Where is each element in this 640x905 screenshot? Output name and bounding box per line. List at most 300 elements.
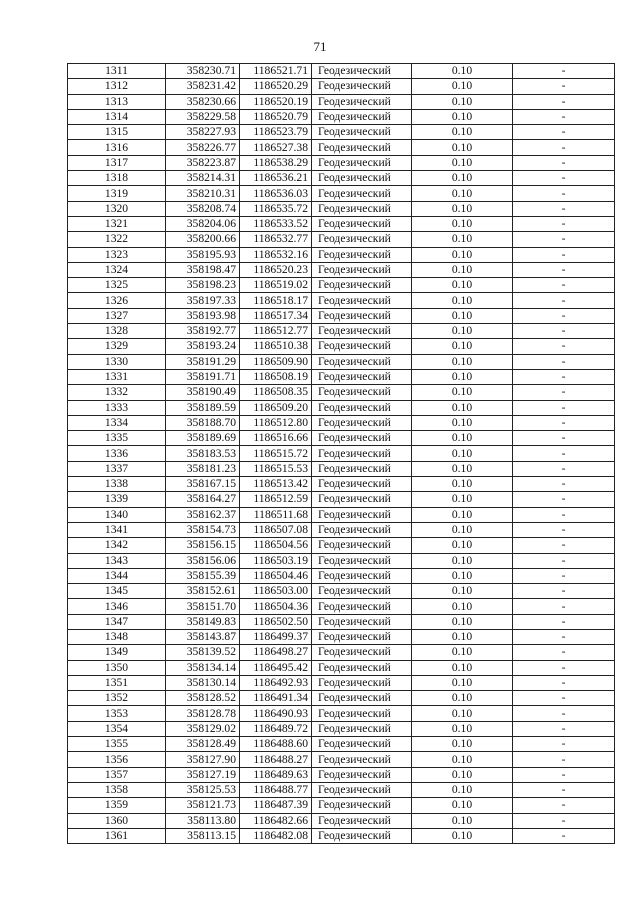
table-row bbox=[68, 660, 615, 675]
x-coordinate-cell: 358188.70 bbox=[166, 415, 240, 430]
x-coordinate-cell: 358214.31 bbox=[166, 171, 240, 186]
note-cell: - bbox=[513, 232, 615, 247]
note-cell: - bbox=[513, 400, 615, 415]
point-number-cell: 1337 bbox=[68, 461, 166, 476]
note-cell: - bbox=[513, 767, 615, 782]
x-coordinate-cell: 358192.77 bbox=[166, 324, 240, 339]
note-cell: - bbox=[513, 522, 615, 537]
note-cell: - bbox=[513, 584, 615, 599]
method-cell: Геодезический bbox=[312, 461, 412, 476]
y-coordinate-cell: 1186512.59 bbox=[240, 492, 312, 507]
method-cell: Геодезический bbox=[312, 660, 412, 675]
y-coordinate-cell: 1186536.03 bbox=[240, 186, 312, 201]
x-coordinate-cell: 358156.06 bbox=[166, 553, 240, 568]
accuracy-cell: 0.10 bbox=[412, 125, 513, 140]
point-number-cell: 1358 bbox=[68, 782, 166, 797]
method-cell: Геодезический bbox=[312, 645, 412, 660]
note-cell: - bbox=[513, 828, 615, 843]
accuracy-cell: 0.10 bbox=[412, 415, 513, 430]
y-coordinate-cell: 1186538.29 bbox=[240, 155, 312, 170]
point-number-cell: 1316 bbox=[68, 140, 166, 155]
method-cell: Геодезический bbox=[312, 262, 412, 277]
table-row bbox=[68, 599, 615, 614]
table-row bbox=[68, 721, 615, 736]
accuracy-cell: 0.10 bbox=[412, 446, 513, 461]
table-row bbox=[68, 400, 615, 415]
note-cell: - bbox=[513, 568, 615, 583]
point-number-cell: 1320 bbox=[68, 201, 166, 216]
accuracy-cell: 0.10 bbox=[412, 109, 513, 124]
accuracy-cell: 0.10 bbox=[412, 629, 513, 644]
method-cell: Геодезический bbox=[312, 675, 412, 690]
accuracy-cell: 0.10 bbox=[412, 262, 513, 277]
accuracy-cell: 0.10 bbox=[412, 232, 513, 247]
method-cell: Геодезический bbox=[312, 247, 412, 262]
point-number-cell: 1354 bbox=[68, 721, 166, 736]
accuracy-cell: 0.10 bbox=[412, 186, 513, 201]
x-coordinate-cell: 358151.70 bbox=[166, 599, 240, 614]
y-coordinate-cell: 1186512.77 bbox=[240, 324, 312, 339]
x-coordinate-cell: 358198.23 bbox=[166, 278, 240, 293]
x-coordinate-cell: 358189.69 bbox=[166, 431, 240, 446]
point-number-cell: 1355 bbox=[68, 737, 166, 752]
point-number-cell: 1331 bbox=[68, 369, 166, 384]
x-coordinate-cell: 358198.47 bbox=[166, 262, 240, 277]
point-number-cell: 1357 bbox=[68, 767, 166, 782]
point-number-cell: 1340 bbox=[68, 507, 166, 522]
table-row bbox=[68, 629, 615, 644]
point-number-cell: 1311 bbox=[68, 64, 166, 79]
method-cell: Геодезический bbox=[312, 216, 412, 231]
table-row bbox=[68, 155, 615, 170]
note-cell: - bbox=[513, 706, 615, 721]
y-coordinate-cell: 1186489.63 bbox=[240, 767, 312, 782]
point-number-cell: 1330 bbox=[68, 354, 166, 369]
method-cell: Геодезический bbox=[312, 64, 412, 79]
x-coordinate-cell: 358189.59 bbox=[166, 400, 240, 415]
point-number-cell: 1324 bbox=[68, 262, 166, 277]
table-row bbox=[68, 278, 615, 293]
y-coordinate-cell: 1186503.19 bbox=[240, 553, 312, 568]
x-coordinate-cell: 358164.27 bbox=[166, 492, 240, 507]
coordinates-table-body bbox=[68, 64, 615, 844]
x-coordinate-cell: 358191.71 bbox=[166, 369, 240, 384]
x-coordinate-cell: 358226.77 bbox=[166, 140, 240, 155]
point-number-cell: 1352 bbox=[68, 691, 166, 706]
method-cell: Геодезический bbox=[312, 339, 412, 354]
y-coordinate-cell: 1186511.68 bbox=[240, 507, 312, 522]
accuracy-cell: 0.10 bbox=[412, 752, 513, 767]
accuracy-cell: 0.10 bbox=[412, 660, 513, 675]
note-cell: - bbox=[513, 278, 615, 293]
accuracy-cell: 0.10 bbox=[412, 155, 513, 170]
x-coordinate-cell: 358130.14 bbox=[166, 675, 240, 690]
x-coordinate-cell: 358113.15 bbox=[166, 828, 240, 843]
y-coordinate-cell: 1186520.23 bbox=[240, 262, 312, 277]
table-row bbox=[68, 354, 615, 369]
table-row bbox=[68, 507, 615, 522]
y-coordinate-cell: 1186521.71 bbox=[240, 64, 312, 79]
table-row bbox=[68, 568, 615, 583]
point-number-cell: 1321 bbox=[68, 216, 166, 231]
method-cell: Геодезический bbox=[312, 538, 412, 553]
y-coordinate-cell: 1186535.72 bbox=[240, 201, 312, 216]
note-cell: - bbox=[513, 813, 615, 828]
y-coordinate-cell: 1186495.42 bbox=[240, 660, 312, 675]
table-row bbox=[68, 415, 615, 430]
method-cell: Геодезический bbox=[312, 584, 412, 599]
y-coordinate-cell: 1186489.72 bbox=[240, 721, 312, 736]
table-row bbox=[68, 64, 615, 79]
y-coordinate-cell: 1186513.42 bbox=[240, 477, 312, 492]
x-coordinate-cell: 358183.53 bbox=[166, 446, 240, 461]
table-row bbox=[68, 140, 615, 155]
y-coordinate-cell: 1186503.00 bbox=[240, 584, 312, 599]
method-cell: Геодезический bbox=[312, 798, 412, 813]
note-cell: - bbox=[513, 752, 615, 767]
table-row bbox=[68, 538, 615, 553]
note-cell: - bbox=[513, 339, 615, 354]
method-cell: Геодезический bbox=[312, 308, 412, 323]
accuracy-cell: 0.10 bbox=[412, 828, 513, 843]
x-coordinate-cell: 358181.23 bbox=[166, 461, 240, 476]
method-cell: Геодезический bbox=[312, 614, 412, 629]
point-number-cell: 1356 bbox=[68, 752, 166, 767]
table-row bbox=[68, 201, 615, 216]
table-row bbox=[68, 813, 615, 828]
method-cell: Геодезический bbox=[312, 507, 412, 522]
accuracy-cell: 0.10 bbox=[412, 293, 513, 308]
note-cell: - bbox=[513, 431, 615, 446]
point-number-cell: 1312 bbox=[68, 79, 166, 94]
point-number-cell: 1314 bbox=[68, 109, 166, 124]
table-row bbox=[68, 477, 615, 492]
table-row bbox=[68, 94, 615, 109]
method-cell: Геодезический bbox=[312, 737, 412, 752]
y-coordinate-cell: 1186527.38 bbox=[240, 140, 312, 155]
x-coordinate-cell: 358162.37 bbox=[166, 507, 240, 522]
y-coordinate-cell: 1186532.16 bbox=[240, 247, 312, 262]
accuracy-cell: 0.10 bbox=[412, 599, 513, 614]
x-coordinate-cell: 358191.29 bbox=[166, 354, 240, 369]
note-cell: - bbox=[513, 660, 615, 675]
x-coordinate-cell: 358129.02 bbox=[166, 721, 240, 736]
x-coordinate-cell: 358210.31 bbox=[166, 186, 240, 201]
method-cell: Геодезический bbox=[312, 477, 412, 492]
table-row bbox=[68, 385, 615, 400]
table-row bbox=[68, 584, 615, 599]
point-number-cell: 1336 bbox=[68, 446, 166, 461]
method-cell: Геодезический bbox=[312, 232, 412, 247]
table-row bbox=[68, 767, 615, 782]
method-cell: Геодезический bbox=[312, 721, 412, 736]
point-number-cell: 1348 bbox=[68, 629, 166, 644]
table-row bbox=[68, 461, 615, 476]
table-row bbox=[68, 431, 615, 446]
note-cell: - bbox=[513, 782, 615, 797]
point-number-cell: 1353 bbox=[68, 706, 166, 721]
accuracy-cell: 0.10 bbox=[412, 216, 513, 231]
x-coordinate-cell: 358154.73 bbox=[166, 522, 240, 537]
y-coordinate-cell: 1186504.36 bbox=[240, 599, 312, 614]
point-number-cell: 1349 bbox=[68, 645, 166, 660]
table-row bbox=[68, 706, 615, 721]
x-coordinate-cell: 358128.49 bbox=[166, 737, 240, 752]
point-number-cell: 1335 bbox=[68, 431, 166, 446]
y-coordinate-cell: 1186508.19 bbox=[240, 369, 312, 384]
table-row bbox=[68, 645, 615, 660]
point-number-cell: 1315 bbox=[68, 125, 166, 140]
accuracy-cell: 0.10 bbox=[412, 369, 513, 384]
point-number-cell: 1326 bbox=[68, 293, 166, 308]
method-cell: Геодезический bbox=[312, 385, 412, 400]
accuracy-cell: 0.10 bbox=[412, 798, 513, 813]
note-cell: - bbox=[513, 721, 615, 736]
y-coordinate-cell: 1186488.77 bbox=[240, 782, 312, 797]
note-cell: - bbox=[513, 216, 615, 231]
note-cell: - bbox=[513, 599, 615, 614]
x-coordinate-cell: 358155.39 bbox=[166, 568, 240, 583]
y-coordinate-cell: 1186520.79 bbox=[240, 109, 312, 124]
note-cell: - bbox=[513, 538, 615, 553]
note-cell: - bbox=[513, 492, 615, 507]
y-coordinate-cell: 1186536.21 bbox=[240, 171, 312, 186]
table-row bbox=[68, 798, 615, 813]
note-cell: - bbox=[513, 186, 615, 201]
table-row bbox=[68, 232, 615, 247]
accuracy-cell: 0.10 bbox=[412, 584, 513, 599]
method-cell: Геодезический bbox=[312, 568, 412, 583]
point-number-cell: 1338 bbox=[68, 477, 166, 492]
method-cell: Геодезический bbox=[312, 278, 412, 293]
method-cell: Геодезический bbox=[312, 324, 412, 339]
table-row bbox=[68, 339, 615, 354]
method-cell: Геодезический bbox=[312, 369, 412, 384]
accuracy-cell: 0.10 bbox=[412, 140, 513, 155]
accuracy-cell: 0.10 bbox=[412, 324, 513, 339]
y-coordinate-cell: 1186488.60 bbox=[240, 737, 312, 752]
table-row bbox=[68, 171, 615, 186]
y-coordinate-cell: 1186520.19 bbox=[240, 94, 312, 109]
point-number-cell: 1360 bbox=[68, 813, 166, 828]
method-cell: Геодезический bbox=[312, 201, 412, 216]
note-cell: - bbox=[513, 324, 615, 339]
x-coordinate-cell: 358121.73 bbox=[166, 798, 240, 813]
note-cell: - bbox=[513, 155, 615, 170]
method-cell: Геодезический bbox=[312, 79, 412, 94]
method-cell: Геодезический bbox=[312, 492, 412, 507]
method-cell: Геодезический bbox=[312, 767, 412, 782]
x-coordinate-cell: 358143.87 bbox=[166, 629, 240, 644]
note-cell: - bbox=[513, 171, 615, 186]
method-cell: Геодезический bbox=[312, 813, 412, 828]
x-coordinate-cell: 358197.33 bbox=[166, 293, 240, 308]
table-row bbox=[68, 125, 615, 140]
note-cell: - bbox=[513, 140, 615, 155]
x-coordinate-cell: 358127.90 bbox=[166, 752, 240, 767]
note-cell: - bbox=[513, 798, 615, 813]
x-coordinate-cell: 358208.74 bbox=[166, 201, 240, 216]
accuracy-cell: 0.10 bbox=[412, 675, 513, 690]
point-number-cell: 1345 bbox=[68, 584, 166, 599]
table-row bbox=[68, 782, 615, 797]
point-number-cell: 1344 bbox=[68, 568, 166, 583]
point-number-cell: 1329 bbox=[68, 339, 166, 354]
note-cell: - bbox=[513, 614, 615, 629]
note-cell: - bbox=[513, 675, 615, 690]
x-coordinate-cell: 358190.49 bbox=[166, 385, 240, 400]
table-row bbox=[68, 522, 615, 537]
table-row bbox=[68, 737, 615, 752]
table-row bbox=[68, 675, 615, 690]
accuracy-cell: 0.10 bbox=[412, 477, 513, 492]
accuracy-cell: 0.10 bbox=[412, 492, 513, 507]
y-coordinate-cell: 1186519.02 bbox=[240, 278, 312, 293]
x-coordinate-cell: 358125.53 bbox=[166, 782, 240, 797]
coordinates-table bbox=[67, 63, 615, 844]
y-coordinate-cell: 1186509.90 bbox=[240, 354, 312, 369]
x-coordinate-cell: 358229.58 bbox=[166, 109, 240, 124]
point-number-cell: 1318 bbox=[68, 171, 166, 186]
table-row bbox=[68, 262, 615, 277]
accuracy-cell: 0.10 bbox=[412, 782, 513, 797]
accuracy-cell: 0.10 bbox=[412, 507, 513, 522]
method-cell: Геодезический bbox=[312, 171, 412, 186]
note-cell: - bbox=[513, 477, 615, 492]
table-row bbox=[68, 247, 615, 262]
accuracy-cell: 0.10 bbox=[412, 171, 513, 186]
point-number-cell: 1332 bbox=[68, 385, 166, 400]
note-cell: - bbox=[513, 385, 615, 400]
method-cell: Геодезический bbox=[312, 782, 412, 797]
note-cell: - bbox=[513, 446, 615, 461]
accuracy-cell: 0.10 bbox=[412, 308, 513, 323]
accuracy-cell: 0.10 bbox=[412, 278, 513, 293]
note-cell: - bbox=[513, 461, 615, 476]
y-coordinate-cell: 1186515.53 bbox=[240, 461, 312, 476]
x-coordinate-cell: 358230.71 bbox=[166, 64, 240, 79]
x-coordinate-cell: 358230.66 bbox=[166, 94, 240, 109]
point-number-cell: 1327 bbox=[68, 308, 166, 323]
table-row bbox=[68, 308, 615, 323]
method-cell: Геодезический bbox=[312, 431, 412, 446]
method-cell: Геодезический bbox=[312, 400, 412, 415]
note-cell: - bbox=[513, 645, 615, 660]
y-coordinate-cell: 1186498.27 bbox=[240, 645, 312, 660]
x-coordinate-cell: 358128.78 bbox=[166, 706, 240, 721]
y-coordinate-cell: 1186518.17 bbox=[240, 293, 312, 308]
method-cell: Геодезический bbox=[312, 354, 412, 369]
point-number-cell: 1347 bbox=[68, 614, 166, 629]
note-cell: - bbox=[513, 507, 615, 522]
point-number-cell: 1323 bbox=[68, 247, 166, 262]
x-coordinate-cell: 358231.42 bbox=[166, 79, 240, 94]
y-coordinate-cell: 1186517.34 bbox=[240, 308, 312, 323]
table-row bbox=[68, 553, 615, 568]
y-coordinate-cell: 1186509.20 bbox=[240, 400, 312, 415]
x-coordinate-cell: 358152.61 bbox=[166, 584, 240, 599]
y-coordinate-cell: 1186482.66 bbox=[240, 813, 312, 828]
point-number-cell: 1313 bbox=[68, 94, 166, 109]
x-coordinate-cell: 358167.15 bbox=[166, 477, 240, 492]
accuracy-cell: 0.10 bbox=[412, 645, 513, 660]
table-row bbox=[68, 828, 615, 843]
accuracy-cell: 0.10 bbox=[412, 94, 513, 109]
accuracy-cell: 0.10 bbox=[412, 568, 513, 583]
y-coordinate-cell: 1186532.77 bbox=[240, 232, 312, 247]
note-cell: - bbox=[513, 293, 615, 308]
accuracy-cell: 0.10 bbox=[412, 553, 513, 568]
method-cell: Геодезический bbox=[312, 140, 412, 155]
accuracy-cell: 0.10 bbox=[412, 614, 513, 629]
note-cell: - bbox=[513, 262, 615, 277]
point-number-cell: 1361 bbox=[68, 828, 166, 843]
method-cell: Геодезический bbox=[312, 186, 412, 201]
accuracy-cell: 0.10 bbox=[412, 706, 513, 721]
y-coordinate-cell: 1186502.50 bbox=[240, 614, 312, 629]
table-row bbox=[68, 492, 615, 507]
point-number-cell: 1359 bbox=[68, 798, 166, 813]
y-coordinate-cell: 1186515.72 bbox=[240, 446, 312, 461]
y-coordinate-cell: 1186516.66 bbox=[240, 431, 312, 446]
x-coordinate-cell: 358127.19 bbox=[166, 767, 240, 782]
x-coordinate-cell: 358128.52 bbox=[166, 691, 240, 706]
x-coordinate-cell: 358149.83 bbox=[166, 614, 240, 629]
point-number-cell: 1342 bbox=[68, 538, 166, 553]
table-row bbox=[68, 446, 615, 461]
accuracy-cell: 0.10 bbox=[412, 79, 513, 94]
note-cell: - bbox=[513, 201, 615, 216]
point-number-cell: 1319 bbox=[68, 186, 166, 201]
method-cell: Геодезический bbox=[312, 691, 412, 706]
table-row bbox=[68, 691, 615, 706]
note-cell: - bbox=[513, 629, 615, 644]
x-coordinate-cell: 358156.15 bbox=[166, 538, 240, 553]
accuracy-cell: 0.10 bbox=[412, 64, 513, 79]
note-cell: - bbox=[513, 354, 615, 369]
note-cell: - bbox=[513, 94, 615, 109]
y-coordinate-cell: 1186492.93 bbox=[240, 675, 312, 690]
note-cell: - bbox=[513, 553, 615, 568]
table-row bbox=[68, 293, 615, 308]
note-cell: - bbox=[513, 691, 615, 706]
accuracy-cell: 0.10 bbox=[412, 431, 513, 446]
accuracy-cell: 0.10 bbox=[412, 339, 513, 354]
point-number-cell: 1333 bbox=[68, 400, 166, 415]
accuracy-cell: 0.10 bbox=[412, 691, 513, 706]
x-coordinate-cell: 358139.52 bbox=[166, 645, 240, 660]
point-number-cell: 1328 bbox=[68, 324, 166, 339]
table-row bbox=[68, 752, 615, 767]
x-coordinate-cell: 358204.06 bbox=[166, 216, 240, 231]
x-coordinate-cell: 358195.93 bbox=[166, 247, 240, 262]
note-cell: - bbox=[513, 369, 615, 384]
accuracy-cell: 0.10 bbox=[412, 385, 513, 400]
y-coordinate-cell: 1186482.08 bbox=[240, 828, 312, 843]
y-coordinate-cell: 1186490.93 bbox=[240, 706, 312, 721]
accuracy-cell: 0.10 bbox=[412, 813, 513, 828]
y-coordinate-cell: 1186491.34 bbox=[240, 691, 312, 706]
point-number-cell: 1339 bbox=[68, 492, 166, 507]
y-coordinate-cell: 1186520.29 bbox=[240, 79, 312, 94]
note-cell: - bbox=[513, 247, 615, 262]
accuracy-cell: 0.10 bbox=[412, 538, 513, 553]
x-coordinate-cell: 358223.87 bbox=[166, 155, 240, 170]
point-number-cell: 1351 bbox=[68, 675, 166, 690]
point-number-cell: 1322 bbox=[68, 232, 166, 247]
table-row bbox=[68, 109, 615, 124]
table-row bbox=[68, 614, 615, 629]
